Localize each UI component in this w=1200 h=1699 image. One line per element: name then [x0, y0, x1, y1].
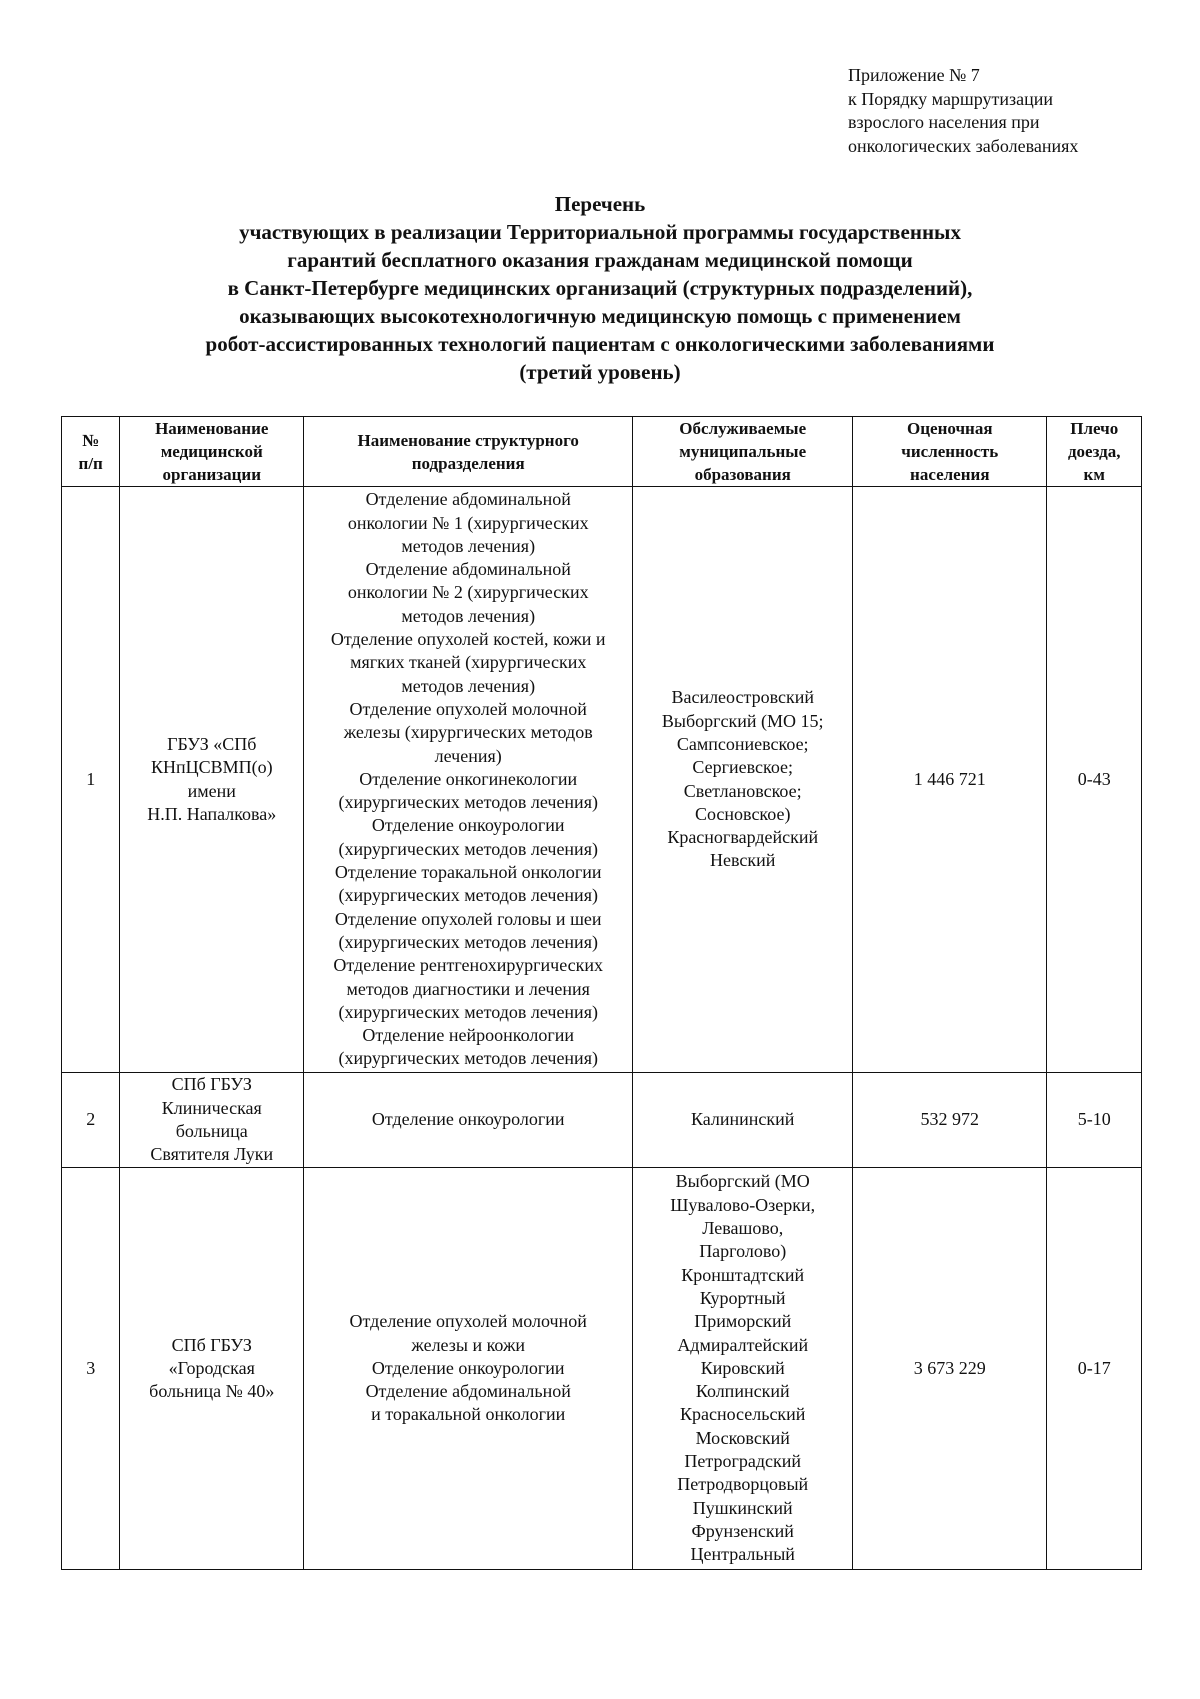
- title-line: (третий уровень): [519, 360, 681, 384]
- cell-line: Пушкинский: [692, 1497, 793, 1518]
- cell-line: онкологии № 2 (хирургических: [347, 582, 589, 603]
- cell-line: Отделение абдоминальной: [365, 559, 571, 580]
- cell-line: методов лечения): [401, 675, 536, 696]
- cell-line: «Городская: [168, 1357, 255, 1378]
- cell-line: Отделение опухолей костей, кожи и: [330, 629, 606, 650]
- cell-line: больница № 40»: [149, 1381, 275, 1402]
- header-dept: [304, 417, 633, 487]
- cell-munic: [633, 487, 853, 1073]
- cell-line: (хирургических методов лечения): [338, 931, 598, 952]
- header-line: №: [82, 430, 100, 450]
- header-line: Оценочная: [907, 419, 993, 438]
- cell-line: онкологии № 1 (хирургических: [347, 512, 589, 533]
- cell-line: Левашово,: [702, 1218, 784, 1239]
- cell-dist: 0-43: [1047, 487, 1142, 1073]
- header-line: населения: [910, 465, 990, 484]
- cell-line: Отделение онкоурологии: [371, 1109, 565, 1130]
- cell-line: Отделение онкоурологии: [371, 815, 565, 836]
- cell-line: (хирургических методов лечения): [338, 1001, 598, 1022]
- cell-line: Сергиевское;: [692, 757, 794, 778]
- cell-line: КНпЦСВМП(о): [150, 757, 273, 778]
- cell-dept: [304, 1168, 633, 1570]
- cell-line: (хирургических методов лечения): [338, 838, 598, 859]
- cell-line: Кировский: [700, 1357, 785, 1378]
- title-line: в Санкт-Петербурге медицинских организаций (структурных подразделений),: [227, 276, 973, 300]
- header-line: медицинской: [160, 442, 263, 461]
- cell-line: Шувалово-Озерки,: [670, 1194, 816, 1215]
- cell-line: Отделение онкоурологии: [371, 1357, 565, 1378]
- cell-line: Отделение опухолей молочной: [349, 1311, 587, 1332]
- cell-num: 3: [62, 1168, 120, 1570]
- cell-num: 1: [62, 487, 120, 1073]
- header-line: образования: [694, 465, 791, 484]
- cell-line: (хирургических методов лечения): [338, 885, 598, 906]
- appendix-note: [848, 64, 1178, 158]
- cell-line: Адмиралтейский: [677, 1334, 809, 1355]
- cell-line: Отделение рентгенохирургических: [333, 955, 603, 976]
- cell-line: Отделение абдоминальной: [365, 489, 571, 510]
- cell-line: ГБУЗ «СПб: [167, 733, 257, 754]
- header-num: [62, 417, 120, 487]
- table-row: [62, 487, 1142, 1073]
- cell-line: Светлановское;: [683, 780, 802, 801]
- cell-line: мягких тканей (хирургических: [350, 652, 587, 673]
- cell-line: методов лечения): [401, 535, 536, 556]
- title-line: Перечень: [554, 192, 646, 216]
- cell-line: Сампсониевское;: [676, 733, 809, 754]
- cell-line: лечения): [434, 745, 502, 766]
- cell-line: Невский: [710, 850, 776, 871]
- cell-line: больница: [175, 1121, 248, 1141]
- header-line: км: [1083, 465, 1105, 484]
- header-line: Плечо: [1070, 419, 1119, 438]
- cell-line: Отделение онкогинекологии: [359, 768, 578, 789]
- cell-line: и торакальной онкологии: [371, 1404, 566, 1425]
- cell-line: железы и кожи: [411, 1334, 526, 1355]
- header-pop: [853, 417, 1047, 487]
- cell-line: Н.П. Напалкова»: [147, 803, 277, 824]
- cell-line: (хирургических методов лечения): [338, 1048, 598, 1069]
- cell-line: (хирургических методов лечения): [338, 792, 598, 813]
- title-line: гарантий бесплатного оказания гражданам медицинской помощи: [287, 248, 913, 272]
- header-line: организации: [162, 465, 261, 484]
- cell-line: Калининский: [691, 1109, 795, 1130]
- cell-line: Отделение опухолей головы и шеи: [334, 908, 602, 929]
- cell-line: имени: [187, 780, 236, 801]
- header-dist: [1047, 417, 1142, 487]
- cell-line: СПб ГБУЗ: [171, 1334, 252, 1355]
- appendix-line: к Порядку маршрутизации: [848, 88, 1054, 109]
- cell-line: Отделение абдоминальной: [365, 1381, 571, 1402]
- cell-line: Приморский: [694, 1311, 792, 1332]
- header-line: подразделения: [411, 453, 525, 473]
- cell-line: Парголово): [699, 1241, 787, 1262]
- appendix-line: взрослого населения при: [848, 112, 1040, 132]
- document-title: [60, 190, 1140, 386]
- organizations-table: [61, 416, 1142, 1570]
- header-line: муниципальные: [679, 442, 807, 461]
- cell-line: железы (хирургических методов: [343, 722, 593, 743]
- cell-line: Выборгский (МО 15;: [661, 710, 824, 731]
- cell-munic: [633, 1168, 853, 1570]
- header-munic: [633, 417, 853, 487]
- header-line: Наименование: [155, 419, 269, 438]
- cell-line: Отделение опухолей молочной: [349, 698, 587, 719]
- header-line: численность: [901, 442, 999, 461]
- cell-line: Петродворцовый: [677, 1474, 809, 1495]
- cell-line: Отделение торакальной онкологии: [334, 862, 602, 883]
- cell-dept: [304, 487, 633, 1073]
- cell-dist: 0-17: [1047, 1168, 1142, 1570]
- table-row: [62, 1168, 1142, 1570]
- header-org: [120, 417, 304, 487]
- cell-munic: [633, 1073, 853, 1168]
- cell-line: Колпинский: [695, 1381, 790, 1402]
- appendix-line: онкологических заболеваниях: [848, 135, 1079, 156]
- header-line: Обслуживаемые: [679, 419, 807, 438]
- header-line: Наименование структурного: [357, 430, 579, 450]
- cell-line: Кронштадтский: [681, 1264, 805, 1285]
- cell-line: Отделение нейроонкологии: [362, 1025, 575, 1046]
- table-row: [62, 1073, 1142, 1168]
- cell-line: Красногвардейский: [667, 827, 819, 848]
- cell-line: Курортный: [699, 1287, 786, 1308]
- cell-line: СПб ГБУЗ: [171, 1074, 252, 1095]
- cell-line: Центральный: [690, 1544, 795, 1565]
- title-line: оказывающих высокотехнологичную медицинскую помощь с применением: [239, 304, 961, 328]
- cell-org: [120, 1073, 304, 1168]
- cell-line: Фрунзенский: [691, 1520, 794, 1541]
- cell-dist: 5-10: [1047, 1073, 1142, 1168]
- cell-line: Московский: [695, 1427, 790, 1448]
- cell-org: [120, 487, 304, 1073]
- cell-org: [120, 1168, 304, 1570]
- title-line: участвующих в реализации Территориальной программы государственных: [239, 220, 961, 244]
- cell-dept: [304, 1073, 633, 1168]
- cell-line: методов лечения): [401, 605, 536, 626]
- header-line: доезда,: [1067, 442, 1121, 461]
- cell-pop: 1 446 721: [853, 487, 1047, 1073]
- title-line: робот-ассистированных технологий пациентам с онкологическими заболеваниями: [205, 332, 995, 356]
- cell-line: методов диагностики и лечения: [346, 978, 590, 999]
- table-header-row: [62, 417, 1142, 487]
- cell-pop: 3 673 229: [853, 1168, 1047, 1570]
- cell-line: Красносельский: [679, 1404, 806, 1425]
- cell-line: Выборгский (МО: [675, 1171, 810, 1192]
- cell-line: Василеостровский: [671, 687, 814, 708]
- cell-line: Сосновское): [694, 803, 791, 824]
- cell-line: Святителя Луки: [150, 1144, 274, 1165]
- cell-line: Клиническая: [161, 1097, 262, 1118]
- cell-pop: 532 972: [853, 1073, 1047, 1168]
- appendix-line: Приложение № 7: [848, 65, 980, 85]
- cell-num: 2: [62, 1073, 120, 1168]
- header-line: п/п: [78, 453, 103, 473]
- cell-line: Петроградский: [684, 1451, 802, 1472]
